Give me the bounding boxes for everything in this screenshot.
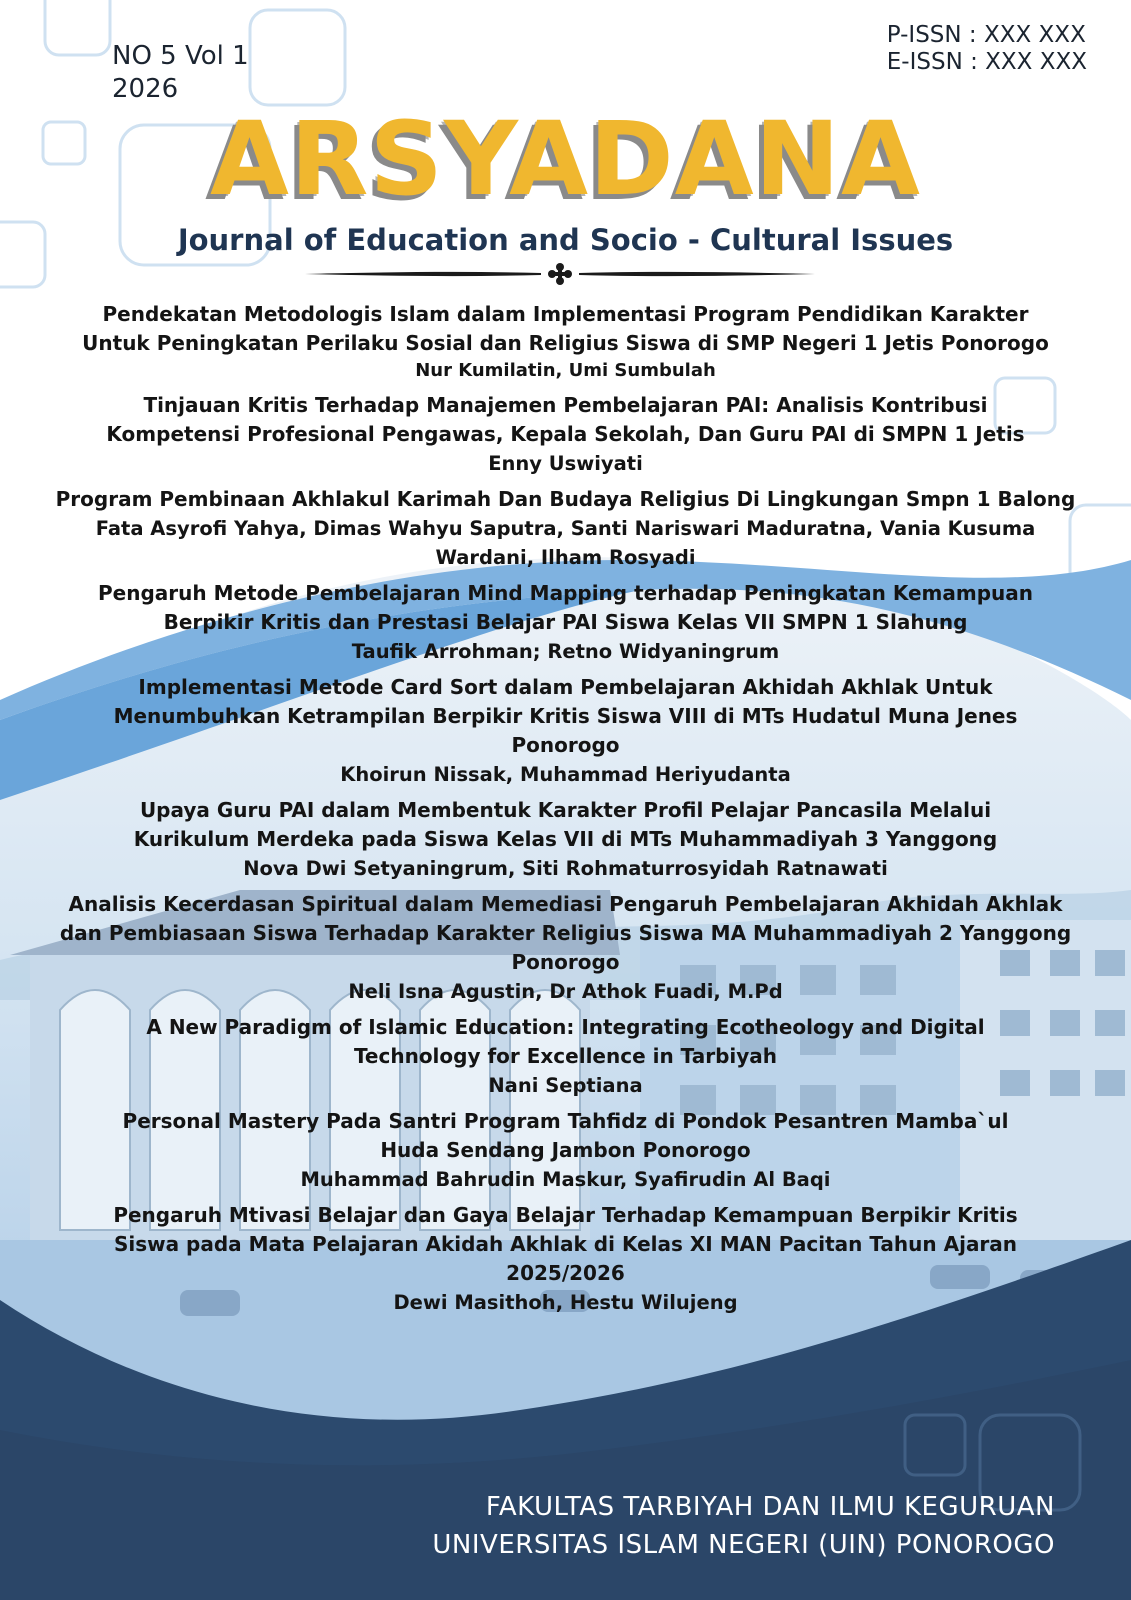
- article-title-line: Kompetensi Profesional Pengawas, Kepala Sekolah, Dan Guru PAI di SMPN 1 Jetis: [106, 422, 1025, 446]
- article-entry: [30, 1201, 1101, 1317]
- article-title-line: Ponorogo: [511, 950, 620, 974]
- print-issn: P-ISSN : XXX XXX: [886, 22, 1086, 48]
- article-authors-line: Nur Kumilatin, Umi Sumbulah: [415, 360, 716, 381]
- article-authors-line: Dewi Masithoh, Hestu Wilujeng: [393, 1291, 738, 1314]
- article-title-line: Pendekatan Metodologis Islam dalam Implementasi Program Pendidikan Karakter: [102, 302, 1029, 326]
- article-title-line: Upaya Guru PAI dalam Membentuk Karakter Profil Pelajar Pancasila Melalui: [139, 798, 992, 822]
- faculty-name: FAKULTAS TARBIYAH DAN ILMU KEGURUAN: [485, 1492, 1055, 1522]
- article-entry: [30, 673, 1101, 789]
- issue-info: [112, 40, 249, 106]
- journal-title: ARSYADANA: [210, 100, 921, 219]
- article-entry: [30, 485, 1101, 572]
- article-entry: [30, 579, 1101, 666]
- publisher-block: [432, 1488, 1055, 1564]
- article-title-line: Untuk Peningkatan Perilaku Sosial dan Religius Siswa di SMP Negeri 1 Jetis Ponorogo: [82, 331, 1049, 355]
- article-authors-line: Wardani, Ilham Rosyadi: [435, 546, 696, 569]
- article-title-line: Ponorogo: [511, 733, 620, 757]
- article-authors-line: Nani Septiana: [488, 1074, 643, 1097]
- article-title-line: Pengaruh Mtivasi Belajar dan Gaya Belajar Terhadap Kemampuan Berpikir Kritis: [113, 1203, 1018, 1227]
- issn-block: [887, 22, 1087, 76]
- article-authors-line: Enny Uswiyati: [488, 452, 643, 475]
- article-title-line: 2025/2026: [506, 1261, 625, 1285]
- article-title-line: Huda Sendang Jambon Ponorogo: [380, 1138, 751, 1162]
- article-entry: [30, 796, 1101, 883]
- article-title-line: A New Paradigm of Islamic Education: Integrating Ecotheology and Digital: [146, 1015, 985, 1039]
- issue-year: 2026: [112, 74, 179, 104]
- article-title-line: Program Pembinaan Akhlakul Karimah Dan Budaya Religius Di Lingkungan Smpn 1 Balong: [55, 487, 1076, 511]
- article-authors-line: Nova Dwi Setyaningrum, Siti Rohmaturrosyidah Ratnawati: [243, 857, 888, 880]
- article-title-line: Personal Mastery Pada Santri Program Tahfidz di Pondok Pesantren Mamba`ul: [122, 1109, 1009, 1133]
- article-title-line: dan Pembiasaan Siswa Terhadap Karakter Religius Siswa MA Muhammadiyah 2 Yanggong: [59, 921, 1072, 945]
- electronic-issn: E-ISSN : XXX XXX: [886, 49, 1087, 75]
- article-title-line: Berpikir Kritis dan Prestasi Belajar PAI Siswa Kelas VII SMPN 1 Slahung: [163, 610, 968, 634]
- table-of-contents: [30, 300, 1101, 1324]
- article-title-line: Technology for Excellence in Tarbiyah: [353, 1044, 778, 1068]
- university-name: UNIVERSITAS ISLAM NEGERI (UIN) PONOROGO: [432, 1530, 1055, 1560]
- article-title-line: Analisis Kecerdasan Spiritual dalam Memediasi Pengaruh Pembelajaran Akhidah Akhlak: [68, 892, 1063, 916]
- article-entry: [30, 1013, 1101, 1100]
- article-authors-line: Khoirun Nissak, Muhammad Heriyudanta: [340, 763, 791, 786]
- article-entry: [30, 391, 1101, 478]
- article-title-line: Kurikulum Merdeka pada Siswa Kelas VII di MTs Muhammadiyah 3 Yanggong: [133, 827, 998, 851]
- article-title-line: Menumbuhkan Ketrampilan Berpikir Kritis Siswa VIII di MTs Hudatul Muna Jenes: [113, 704, 1018, 728]
- ornament-divider: [305, 262, 815, 286]
- article-authors-line: Muhammad Bahrudin Maskur, Syafirudin Al Baqi: [300, 1168, 831, 1191]
- issue-number: NO 5 Vol 1: [112, 41, 249, 71]
- journal-subtitle: Journal of Education and Socio - Cultural Issues: [177, 223, 954, 257]
- article-authors-line: Neli Isna Agustin, Dr Athok Fuadi, M.Pd: [348, 980, 783, 1003]
- article-entry: [30, 1107, 1101, 1194]
- article-title-line: Siswa pada Mata Pelajaran Akidah Akhlak di Kelas XI MAN Pacitan Tahun Ajaran: [113, 1232, 1018, 1256]
- article-title-line: Tinjauan Kritis Terhadap Manajemen Pembelajaran PAI: Analisis Kontribusi: [143, 393, 988, 417]
- article-entry: [30, 300, 1101, 384]
- article-title-line: Pengaruh Metode Pembelajaran Mind Mapping terhadap Peningkatan Kemampuan: [98, 581, 1033, 605]
- article-entry: [30, 890, 1101, 1006]
- article-authors-line: Fata Asyrofi Yahya, Dimas Wahyu Saputra, Santi Nariswari Maduratna, Vania Kusuma: [95, 517, 1036, 540]
- article-title-line: Implementasi Metode Card Sort dalam Pembelajaran Akhidah Akhlak Untuk: [138, 675, 993, 699]
- article-authors-line: Taufik Arrohman; Retno Widyaningrum: [351, 640, 780, 663]
